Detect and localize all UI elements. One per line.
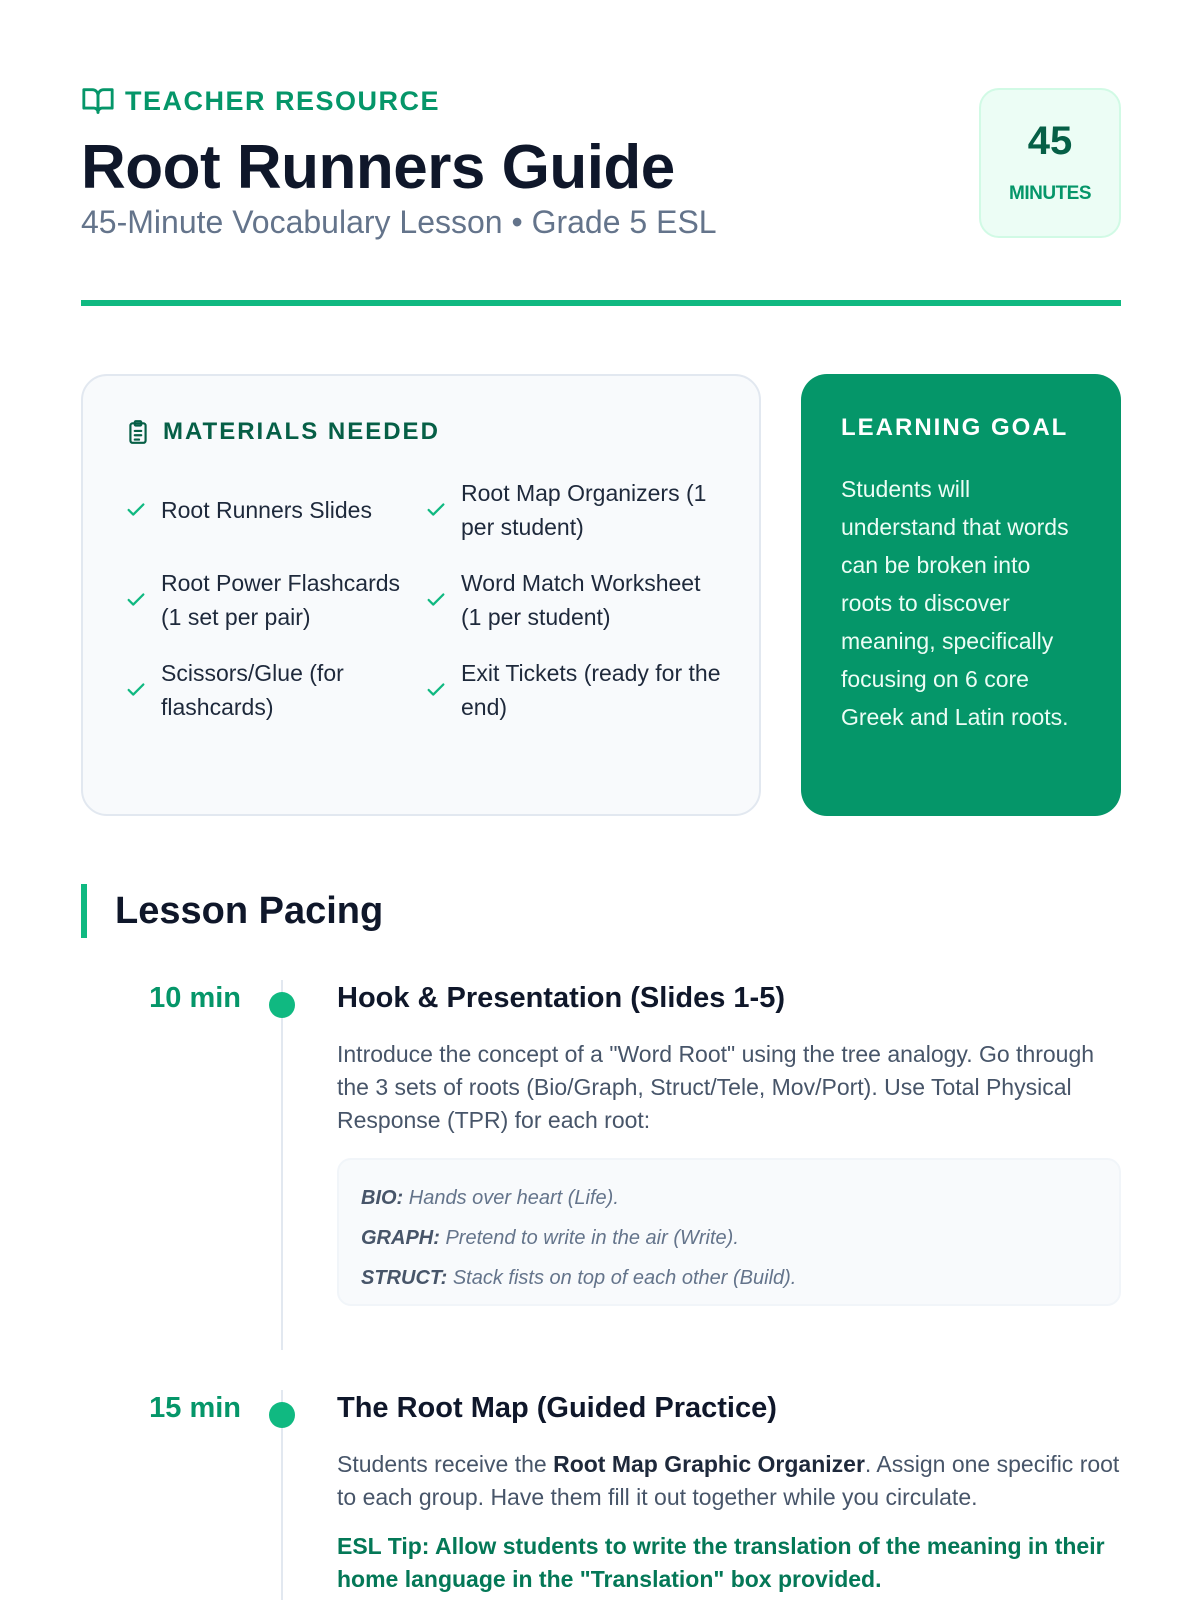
materials-heading bbox=[125, 418, 440, 446]
materials-card bbox=[81, 374, 761, 816]
tpr-action: Hands over heart (Life). bbox=[408, 1187, 619, 1209]
list-item bbox=[125, 476, 425, 544]
step-title: Hook & Presentation (Slides 1-5) bbox=[337, 982, 785, 1014]
timeline-dot bbox=[269, 992, 295, 1018]
tpr-action: Pretend to write in the air (Write). bbox=[445, 1227, 739, 1249]
list-item bbox=[425, 566, 725, 634]
duration-value: 45 bbox=[1027, 119, 1073, 163]
tpr-line bbox=[361, 1258, 1097, 1298]
tpr-line bbox=[361, 1218, 1097, 1258]
tpr-line bbox=[361, 1178, 1097, 1218]
lesson-guide-page bbox=[81, 0, 1121, 1600]
check-icon bbox=[425, 679, 447, 701]
tpr-examples-box bbox=[337, 1158, 1121, 1306]
step-description: Introduce the concept of a "Word Root" using the tree analogy. Go through the 3 sets of roots (Bio/Graph, Struct/Tele, Mov/Port). Use Total Physical Response (TPR) for each root: bbox=[337, 1041, 1095, 1133]
page-title: Root Runners Guide bbox=[81, 133, 675, 202]
timeline-dot bbox=[269, 1402, 295, 1428]
material-label: Exit Tickets (ready for the end) bbox=[461, 660, 721, 720]
duration-label: MINUTES bbox=[1009, 183, 1091, 204]
check-icon bbox=[125, 589, 147, 611]
esl-tip: ESL Tip: Allow students to write the translation of the meaning in their home language in the "Translation" box provided. bbox=[337, 1533, 1105, 1592]
step-duration: 15 min bbox=[149, 1392, 241, 1424]
duration-badge bbox=[979, 88, 1121, 238]
list-item bbox=[125, 656, 425, 724]
header-divider bbox=[81, 300, 1121, 306]
check-icon bbox=[425, 589, 447, 611]
page-subtitle: 45-Minute Vocabulary Lesson • Grade 5 ESL bbox=[81, 204, 717, 240]
material-label: Scissors/Glue (for flashcards) bbox=[161, 660, 344, 720]
learning-goal-text: Students will understand that words can be broken into roots to discover meaning, specifically focusing on 6 core Greek and Latin roots. bbox=[841, 476, 1069, 730]
tpr-root: STRUCT: bbox=[361, 1267, 448, 1289]
tpr-action: Stack fists on top of each other (Build). bbox=[452, 1267, 797, 1289]
eyebrow-label: TEACHER RESOURCE bbox=[125, 85, 441, 116]
learning-goal-heading: LEARNING GOAL bbox=[841, 414, 1069, 441]
material-label: Root Power Flashcards (1 set per pair) bbox=[161, 570, 401, 630]
clipboard-list-icon bbox=[125, 419, 151, 445]
materials-list bbox=[125, 476, 725, 724]
materials-heading-label: MATERIALS NEEDED bbox=[163, 418, 440, 445]
material-label: Root Map Organizers (1 per student) bbox=[461, 480, 707, 540]
step-title: The Root Map (Guided Practice) bbox=[337, 1392, 777, 1424]
check-icon bbox=[125, 679, 147, 701]
list-item bbox=[125, 566, 425, 634]
step-description bbox=[337, 1448, 1121, 1514]
eyebrow bbox=[81, 84, 440, 118]
step-duration: 10 min bbox=[149, 982, 241, 1014]
lesson-pacing-heading: Lesson Pacing bbox=[81, 884, 383, 938]
list-item bbox=[425, 476, 725, 544]
timeline-connector bbox=[281, 980, 283, 1350]
desc-text: Students receive the bbox=[337, 1451, 554, 1477]
material-label: Word Match Worksheet (1 per student) bbox=[461, 570, 701, 630]
check-icon bbox=[125, 499, 147, 521]
tpr-root: GRAPH: bbox=[361, 1227, 440, 1249]
material-label: Root Runners Slides bbox=[161, 497, 372, 523]
desc-emphasis: Root Map Graphic Organizer bbox=[553, 1451, 865, 1477]
tpr-root: BIO: bbox=[361, 1187, 404, 1209]
check-icon bbox=[425, 499, 447, 521]
desc-text: . Assign one specific root to each group. Have them fill it out together while you circulate. bbox=[337, 1451, 1120, 1510]
learning-goal-card bbox=[801, 374, 1121, 816]
list-item bbox=[425, 656, 725, 724]
book-open-icon bbox=[81, 84, 115, 118]
